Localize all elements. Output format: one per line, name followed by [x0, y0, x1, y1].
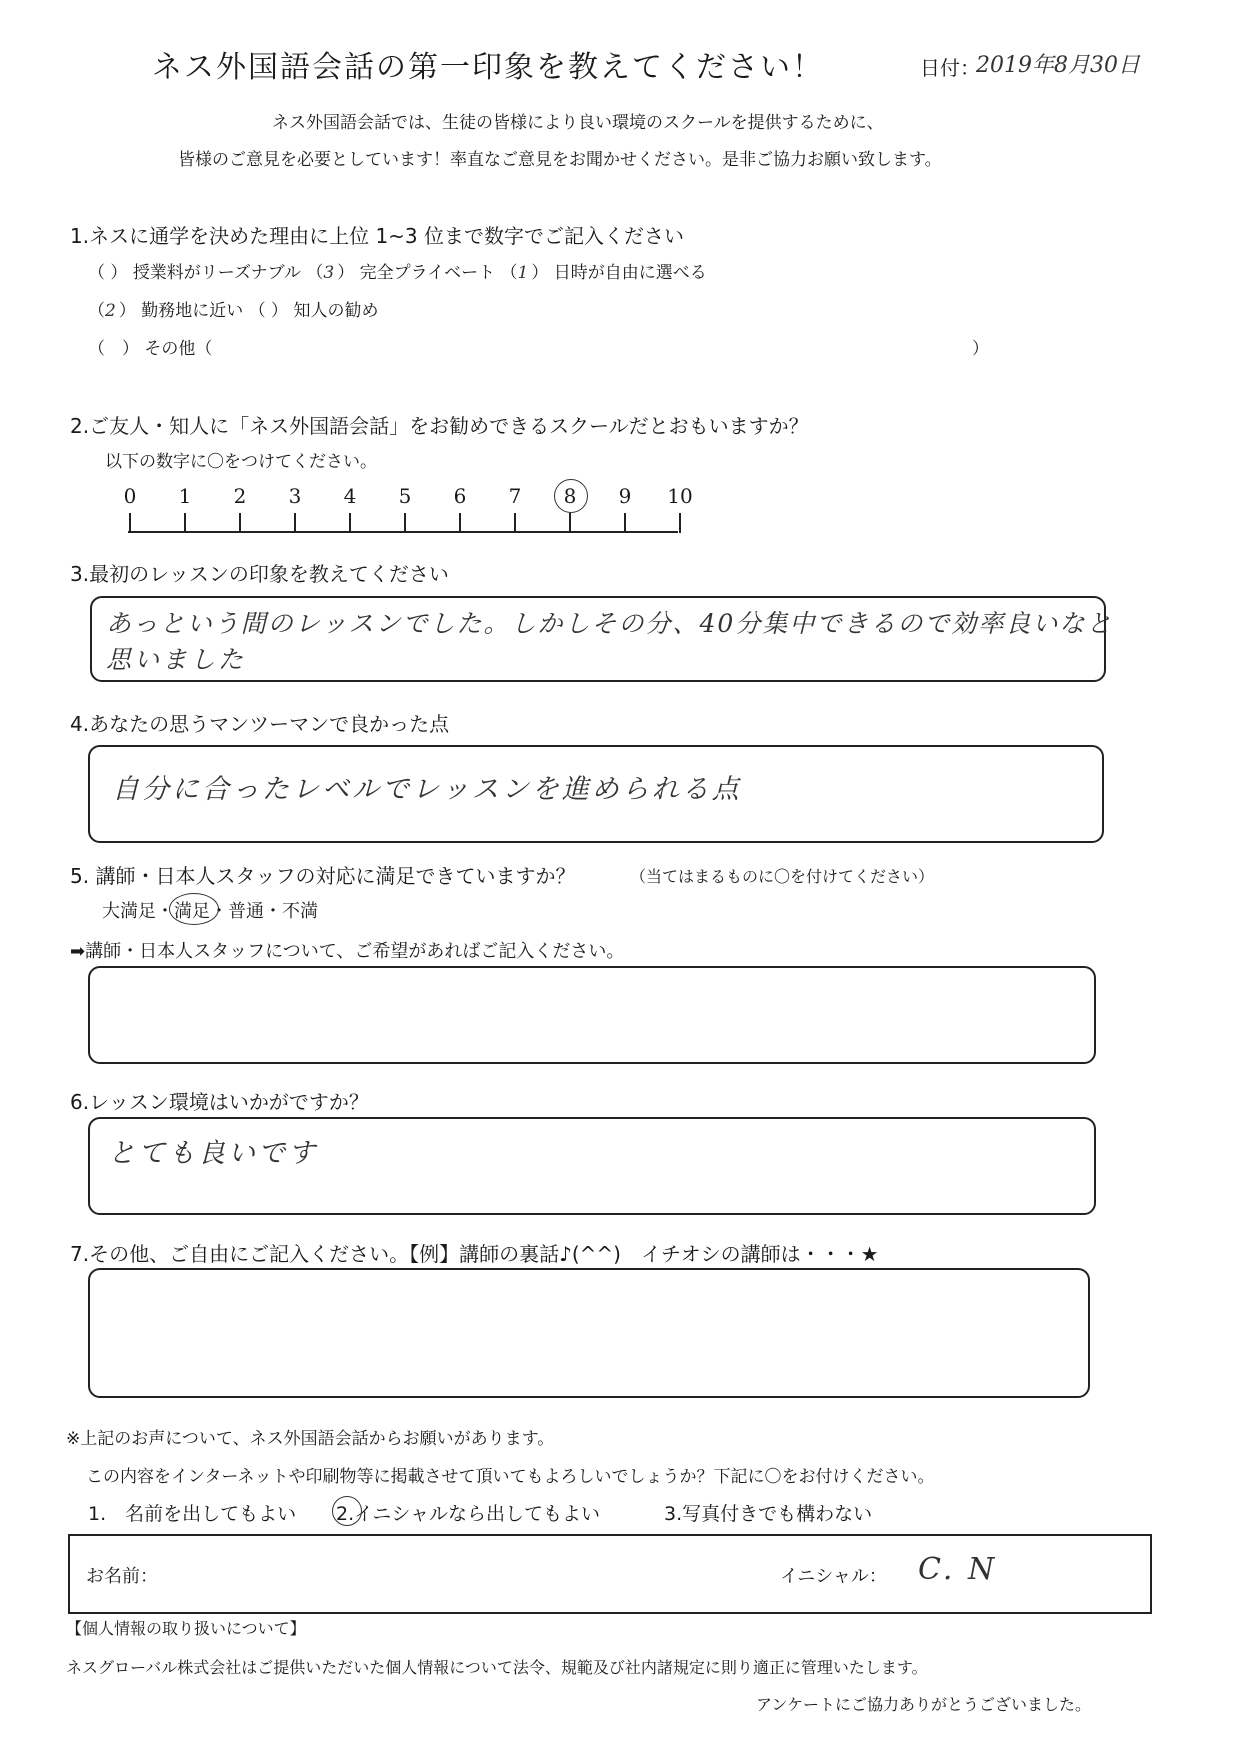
scale-number-10[interactable]: 10: [667, 484, 693, 508]
scale-tick: [569, 513, 571, 533]
privacy-text: ネスグローバル株式会社はご提供いただいた個人情報について法令、規範及び社内諸規定に則り適正に管理いたします。: [66, 1658, 928, 1677]
question-1-title: 1.ネスに通学を決めた理由に上位 1~3 位まで数字でご記入ください: [70, 224, 685, 248]
rank-field[interactable]: （ ）: [88, 263, 128, 283]
selection-circle: [332, 1496, 362, 1526]
scale-number-5[interactable]: 5: [398, 484, 412, 508]
q3-answer-box[interactable]: [90, 596, 1114, 682]
consent-choice-2[interactable]: [336, 1499, 600, 1526]
date-label: 日付：: [920, 56, 980, 80]
scale-tick: [349, 513, 351, 533]
intro-line-1: ネス外国語会話では、生徒の皆様により良い環境のスクールを提供するために、: [272, 113, 884, 133]
initial-value[interactable]: C. N: [918, 1552, 998, 1587]
scale-tick: [239, 513, 241, 533]
q3-answer-line-2: 思いました: [106, 645, 247, 674]
other-label: その他（: [144, 339, 213, 359]
q3-answer-line-1: あっという間のレッスンでした。しかしその分、40分集中できるので効率良いなと: [106, 609, 1114, 638]
page-title: ネス外国語会話の第一印象を教えてください！: [152, 50, 824, 85]
q6-answer-box[interactable]: [88, 1117, 1096, 1215]
scale-number-4[interactable]: 4: [343, 484, 357, 508]
q1-row-3: [88, 334, 212, 359]
scale-number-6[interactable]: 6: [453, 484, 467, 508]
q1-row-1: [88, 258, 707, 283]
q7-answer-box[interactable]: [88, 1268, 1090, 1398]
q6-answer: とても良いです: [108, 1138, 318, 1169]
q4-answer-box[interactable]: [88, 745, 1104, 843]
scale-tick: [184, 513, 186, 533]
scale-number-3[interactable]: 3: [288, 484, 302, 508]
option-satisfied[interactable]: [174, 897, 210, 923]
q5-options: [102, 897, 318, 923]
footer-note-1: ※上記のお声について、ネス外国語会話からお願いがあります。: [66, 1429, 555, 1449]
separator: ・: [264, 901, 282, 922]
rank-field[interactable]: （ ）: [88, 339, 139, 359]
scale-line: [128, 531, 678, 533]
scale-tick: [514, 513, 516, 533]
scale-tick: [679, 513, 681, 533]
q2-instruction: 以下の数字に〇をつけてください。: [105, 452, 377, 472]
option-label: 授業料がリーズナブル: [132, 263, 301, 283]
q4-answer: 自分に合ったレベルでレッスンを進められる点: [112, 774, 742, 805]
option-label: 知人の勧め: [293, 301, 379, 321]
consent-choice-1[interactable]: 1. 名前を出してもよい: [88, 1503, 297, 1525]
option-label: 日時が自由に選べる: [553, 263, 707, 283]
thanks-text: アンケートにご協力ありがとうございました。: [756, 1695, 1092, 1714]
date-value[interactable]: 2019年8月30日: [976, 53, 1140, 78]
rank-field[interactable]: （1）: [500, 263, 549, 283]
scale-number-0[interactable]: 0: [123, 484, 137, 508]
option-label: 完全プライベート: [359, 263, 496, 283]
other-close: ）: [972, 339, 989, 359]
scale-tick: [404, 513, 406, 533]
option-label: 勤務地に近い: [141, 301, 244, 321]
question-2-title: 2.ご友人・知人に「ネス外国語会話」をお勧めできるスクールだとおもいますか？: [70, 414, 809, 438]
selection-circle: [169, 893, 219, 925]
q5-sub-prompt: ➡講師・日本人スタッフについて、ご希望があればご記入ください。: [70, 941, 625, 962]
scale-tick: [624, 513, 626, 533]
scale-number-9[interactable]: 9: [618, 484, 632, 508]
option-very-satisfied[interactable]: 大満足: [102, 901, 156, 922]
intro-line-2: 皆様のご意見を必要としています！率直なご意見をお聞かせください。是非ご協力お願い致します。: [178, 150, 942, 170]
initial-label: イニシャル：: [780, 1566, 887, 1587]
option-satisfied-label: 満足: [174, 901, 210, 922]
question-6-title: 6.レッスン環境はいかがですか？: [70, 1090, 369, 1114]
question-5-title: 5. 講師・日本人スタッフの対応に満足できていますか？: [70, 864, 576, 888]
selection-circle: [554, 479, 588, 513]
consent-choice-3[interactable]: 3.写真付きでも構わない: [664, 1503, 873, 1525]
question-7-title: 7.その他、ご自由にご記入ください。【例】講師の裏話♪(^^) イチオシの講師は・・・★: [70, 1242, 879, 1266]
rank-field[interactable]: （ ）: [248, 301, 289, 321]
name-label: お名前：: [86, 1566, 158, 1587]
scale-tick: [294, 513, 296, 533]
separator: ・: [156, 901, 174, 922]
scale-tick: [129, 513, 131, 533]
question-3-title: 3.最初のレッスンの印象を教えてください: [70, 562, 449, 586]
scale-number-7[interactable]: 7: [508, 484, 522, 508]
q5-answer-box[interactable]: [88, 966, 1096, 1064]
scale-number-8[interactable]: 8: [563, 484, 577, 508]
q1-row-2: [88, 296, 378, 321]
consent-choice-2-label: 2.イニシャルなら出してもよい: [336, 1503, 600, 1525]
footer-note-2: この内容をインターネットや印刷物等に掲載させて頂いてもよろしいでしょうか？下記に〇をお付けください。: [86, 1467, 935, 1487]
name-box: [68, 1534, 1152, 1614]
separator: ・: [210, 901, 228, 922]
option-unsatisfied[interactable]: 不満: [282, 901, 318, 922]
privacy-heading: 【個人情報の取り扱いについて】: [66, 1619, 306, 1638]
rank-field[interactable]: （3）: [306, 263, 355, 283]
scale-tick: [459, 513, 461, 533]
rank-field[interactable]: （2）: [88, 301, 136, 321]
scale-number-1[interactable]: 1: [178, 484, 192, 508]
option-normal[interactable]: 普通: [228, 901, 264, 922]
scale-number-2[interactable]: 2: [233, 484, 247, 508]
question-4-title: 4.あなたの思うマンツーマンで良かった点: [70, 712, 450, 736]
q5-note: （当てはまるものに〇を付けてください）: [630, 867, 935, 886]
